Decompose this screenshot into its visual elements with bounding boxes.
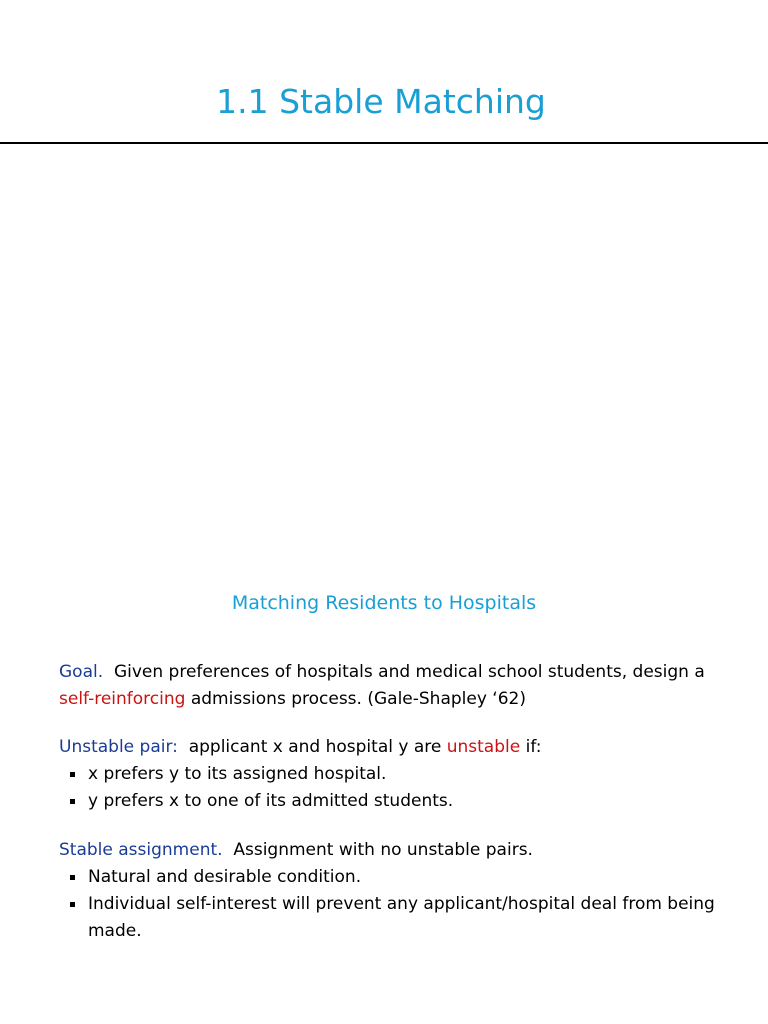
unstable-pair-label: Unstable pair:	[59, 737, 178, 757]
section-title: Matching Residents to Hospitals	[231, 592, 537, 614]
bullet-text: x prefers y to its assigned hospital.	[88, 764, 387, 784]
unstable-pair-block	[59, 734, 739, 815]
stable-assignment-bullets	[59, 864, 739, 945]
bullet-text: Natural and desirable condition.	[88, 867, 362, 887]
square-bullet-icon	[70, 902, 75, 907]
slide-title: 1.1 Stable Matching	[216, 82, 546, 121]
bullet-item	[59, 891, 739, 945]
unstable-pair-text: applicant x and hospital y are	[188, 737, 442, 757]
slide-content	[59, 659, 739, 967]
goal-highlight: self-reinforcing	[59, 689, 186, 709]
stable-assignment-label: Stable assignment.	[59, 840, 223, 860]
stable-assignment-text: Assignment with no unstable pairs.	[233, 840, 533, 860]
unstable-highlight: unstable	[446, 737, 521, 757]
stable-assignment-block	[59, 837, 739, 945]
goal-paragraph	[59, 659, 739, 713]
bullet-item	[59, 788, 739, 815]
square-bullet-icon	[70, 799, 75, 804]
square-bullet-icon	[70, 772, 75, 777]
goal-text-end: admissions process. (Gale-Shapley ‘62)	[190, 689, 526, 709]
unstable-pair-bullets	[59, 761, 739, 815]
title-divider	[0, 142, 768, 144]
unstable-pair-text-end: if:	[525, 737, 542, 757]
square-bullet-icon	[70, 875, 75, 880]
unstable-pair-definition	[59, 734, 739, 761]
bullet-text: Individual self-interest will prevent any applicant/hospital deal from being made.	[88, 894, 715, 941]
goal-text: Given preferences of hospitals and medical school students, design a	[113, 662, 705, 682]
bullet-item	[59, 864, 739, 891]
stable-assignment-definition	[59, 837, 739, 864]
goal-label: Goal.	[59, 662, 104, 682]
bullet-item	[59, 761, 739, 788]
bullet-text: y prefers x to one of its admitted students.	[88, 791, 454, 811]
